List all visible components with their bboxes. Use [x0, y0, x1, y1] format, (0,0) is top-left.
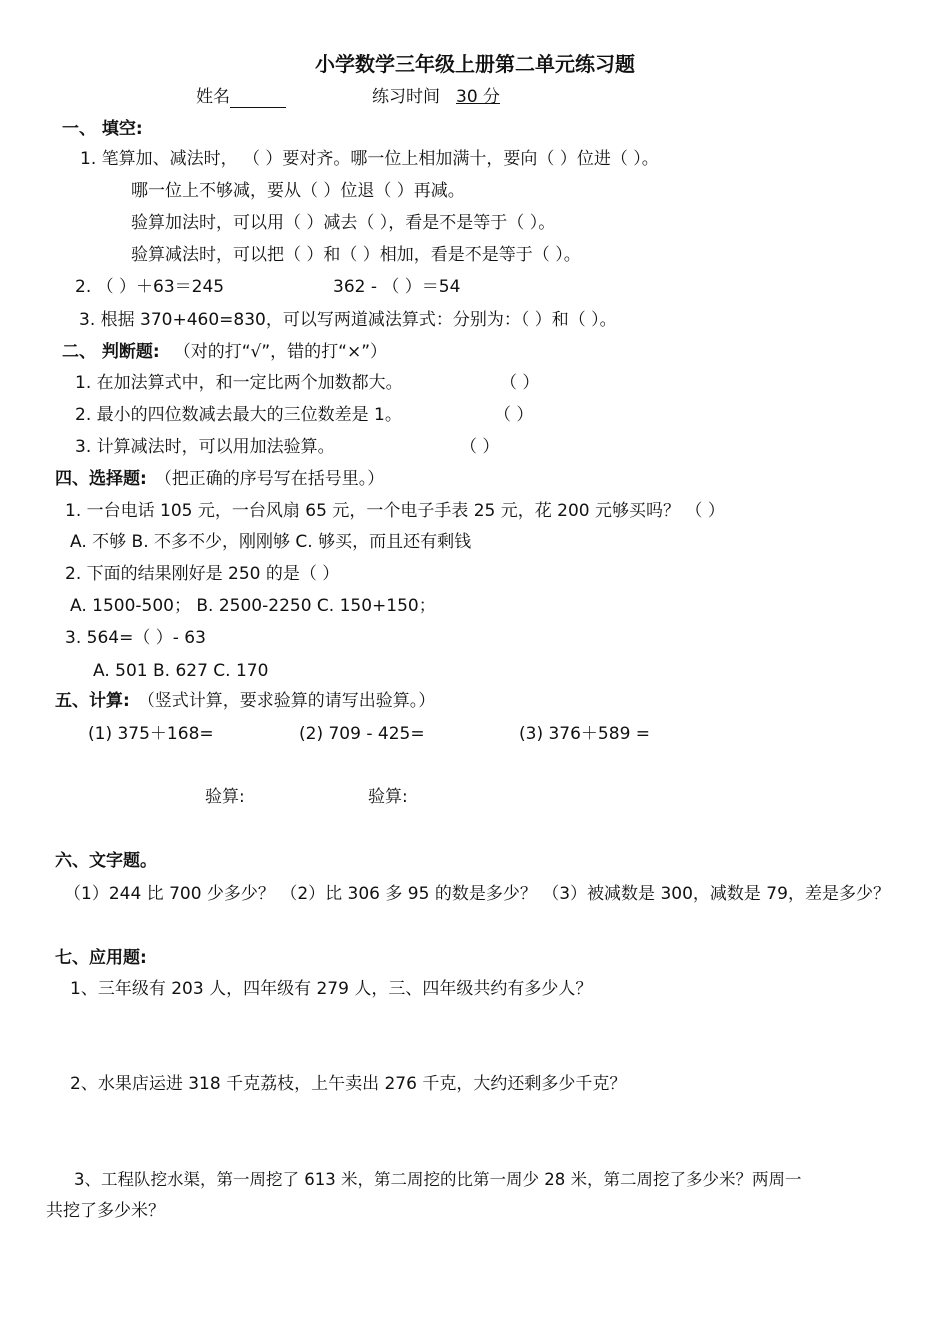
- name-blank: [230, 89, 286, 108]
- section-5-heading: 五、计算:: [55, 691, 130, 711]
- time-value: 30 分: [456, 87, 501, 107]
- fill-q1-line4: 验算减法时，可以把（ ）和（ ）相加，看是不是等于（ ）。: [131, 245, 581, 265]
- check-label-1: 验算:: [205, 787, 245, 807]
- calc-2: (2) 709 - 425=: [299, 724, 425, 744]
- choice-q3-options: A. 501 B. 627 C. 170: [93, 661, 269, 681]
- check-label-2: 验算:: [368, 787, 408, 807]
- time-label: 练习时间: [372, 87, 440, 107]
- fill-q2-part2: 362 - （ ）＝54: [333, 277, 461, 297]
- judge-paren-2: （ ）: [494, 405, 534, 425]
- choice-q2-options: A. 1500-500； B. 2500-2250 C. 150+150；: [70, 596, 436, 616]
- judge-item-3: 3. 计算减法时，可以用加法验算。: [75, 437, 335, 457]
- calc-3: (3) 376＋589 =: [519, 724, 651, 744]
- fill-q3: 3. 根据 370+460=830，可以写两道减法算式：分别为：（ ）和（ ）。: [79, 310, 617, 330]
- page-title: 小学数学三年级上册第二单元练习题: [315, 52, 635, 76]
- judge-item-1: 1. 在加法算式中，和一定比两个加数都大。: [75, 373, 403, 393]
- section-1-heading: 一、 填空:: [62, 119, 143, 139]
- fill-q1-line1: 1. 笔算加、减法时， （ ）要对齐。哪一位上相加满十，要向（ ）位进（ ）。: [80, 149, 659, 169]
- name-row: [196, 86, 286, 108]
- choice-q3: 3. 564=（ ）- 63: [65, 628, 206, 648]
- fill-q1-line2: 哪一位上不够减，要从（ ）位退（ ）再减。: [131, 181, 465, 201]
- section-4-note: （把正确的序号写在括号里。）: [154, 469, 385, 489]
- section-2-heading-row: [62, 341, 387, 363]
- app-q2: 2、水果店运进 318 千克荔枝，上午卖出 276 千克，大约还剩多少千克？: [70, 1074, 627, 1094]
- app-q3-line2: 共挖了多少米？: [46, 1201, 165, 1221]
- calc-1: (1) 375＋168=: [88, 724, 214, 744]
- judge-item-2: 2. 最小的四位数减去最大的三位数差是 1。: [75, 405, 402, 425]
- choice-q1: 1. 一台电话 105 元，一台风扇 65 元，一个电子手表 25 元，花 200 元够买吗？ （ ）: [65, 501, 725, 521]
- judge-paren-1: （ ）: [500, 373, 540, 393]
- fill-q1-line3: 验算加法时，可以用（ ）减去（ ），看是不是等于（ ）。: [131, 213, 556, 233]
- choice-q1-options: A. 不够 B. 不多不少，刚刚够 C. 够买，而且还有剩钱: [70, 532, 472, 552]
- judge-paren-3: （ ）: [460, 437, 500, 457]
- time-row: [372, 86, 502, 108]
- section-5-note: （竖式计算，要求验算的请写出验算。）: [137, 691, 436, 711]
- section-5-heading-row: [55, 690, 435, 712]
- section-6-heading: 六、文字题。: [55, 851, 157, 871]
- choice-q2: 2. 下面的结果刚好是 250 的是（ ）: [65, 564, 340, 584]
- section-7-heading: 七、应用题:: [55, 948, 147, 968]
- fill-q2-part1: 2. （ ）＋63＝245: [75, 277, 225, 297]
- word-problems: （1）244 比 700 少多少？ （2）比 306 多 95 的数是多少？ （3）被减数是 300，减数是 79，差是多少？: [64, 884, 890, 904]
- section-2-heading: 二、 判断题:: [62, 342, 160, 362]
- app-q3-line1: 3、工程队挖水渠，第一周挖了 613 米，第二周挖的比第一周少 28 米，第二周挖了多少米？两周一: [74, 1170, 802, 1189]
- section-2-note: （对的打“√”，错的打“×”）: [173, 342, 388, 362]
- section-4-heading: 四、选择题:: [55, 469, 147, 489]
- app-q1: 1、三年级有 203 人，四年级有 279 人，三、四年级共约有多少人？: [70, 979, 593, 999]
- section-4-heading-row: [55, 468, 384, 490]
- name-label: 姓名: [196, 87, 230, 107]
